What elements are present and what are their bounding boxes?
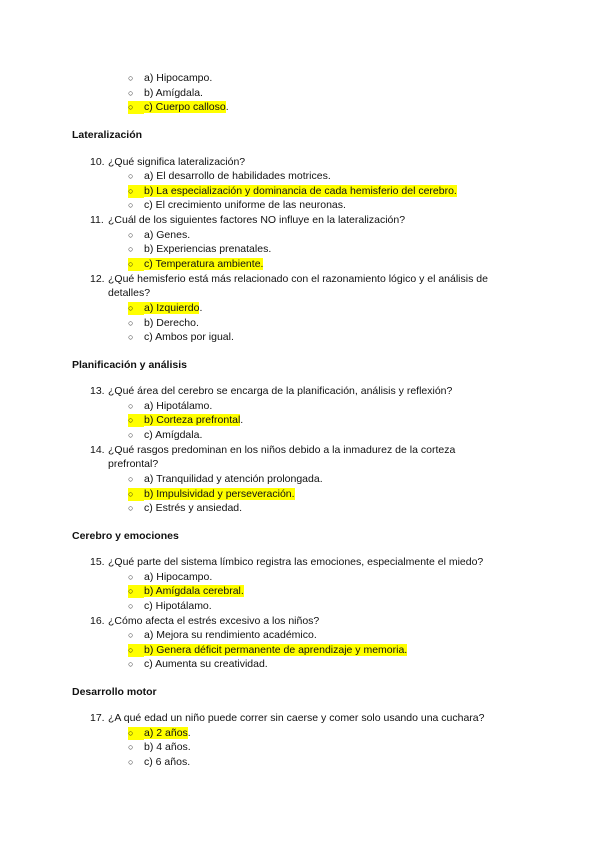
- list-item-correct: ○ b) Amígdala cerebral.: [128, 585, 244, 597]
- circle-bullet-icon: ○: [128, 302, 144, 315]
- circle-bullet-icon: ○: [128, 585, 144, 598]
- circle-bullet-icon: ○: [128, 88, 134, 98]
- list-item: ○ b) Derecho.: [128, 317, 199, 329]
- question-text: ¿Qué parte del sistema límbico registra las emociones, especialmente el miedo?: [108, 556, 484, 568]
- list-item-correct: ○ a) 2 años.: [128, 727, 191, 739]
- circle-bullet-icon: ○: [128, 727, 144, 740]
- circle-bullet-icon: ○: [128, 200, 134, 210]
- question-text: ¿A qué edad un niño puede correr sin caerse y comer solo usando una cuchara?: [108, 712, 485, 724]
- list-item: ○ c) Estrés y ansiedad.: [128, 502, 243, 514]
- list-item: ○ b) 4 años.: [128, 741, 191, 753]
- question-number: 17.: [90, 712, 105, 724]
- question-text: prefrontal?: [108, 458, 159, 470]
- question-number: 12.: [90, 273, 105, 285]
- section-heading: Cerebro y emociones: [72, 530, 179, 542]
- list-item: ○ c) 6 años.: [128, 756, 191, 768]
- list-item: ○ a) Tranquilidad y atención prolongada.: [128, 473, 323, 485]
- list-item-correct: ○ c) Temperatura ambiente.: [128, 258, 264, 270]
- list-item-correct: ○ b) Impulsividad y perseveración.: [128, 488, 295, 500]
- circle-bullet-icon: ○: [128, 318, 134, 328]
- section-heading: Lateralización: [72, 129, 143, 141]
- circle-bullet-icon: ○: [128, 401, 134, 411]
- circle-bullet-icon: ○: [128, 414, 144, 427]
- list-item: ○ c) Amígdala.: [128, 429, 203, 441]
- circle-bullet-icon: ○: [128, 332, 134, 342]
- circle-bullet-icon: ○: [128, 474, 134, 484]
- circle-bullet-icon: ○: [128, 230, 134, 240]
- question-text: ¿Qué área del cerebro se encarga de la planificación, análisis y reflexión?: [108, 385, 453, 397]
- question-number: 10.: [90, 156, 105, 168]
- question-text: detalles?: [108, 287, 151, 299]
- circle-bullet-icon: ○: [128, 572, 134, 582]
- list-item-correct: ○ b) La especialización y dominancia de cada hemisferio del cerebro.: [128, 185, 457, 197]
- question-number: 16.: [90, 615, 105, 627]
- question-text: ¿Qué hemisferio está más relacionado con el razonamiento lógico y el análisis de: [108, 273, 488, 285]
- circle-bullet-icon: ○: [128, 73, 134, 83]
- circle-bullet-icon: ○: [128, 430, 134, 440]
- circle-bullet-icon: ○: [128, 644, 144, 657]
- question-text: ¿Cuál de los siguientes factores NO influye en la lateralización?: [108, 214, 406, 226]
- question-number: 14.: [90, 444, 105, 456]
- question-number: 15.: [90, 556, 105, 568]
- list-item-correct: ○ b) Genera déficit permanente de aprendizaje y memoria.: [128, 644, 408, 656]
- circle-bullet-icon: ○: [128, 659, 134, 669]
- list-item: ○ a) El desarrollo de habilidades motrices.: [128, 170, 331, 182]
- section-heading: Planificación y análisis: [72, 359, 187, 371]
- circle-bullet-icon: ○: [128, 757, 134, 767]
- circle-bullet-icon: ○: [128, 171, 134, 181]
- circle-bullet-icon: ○: [128, 258, 144, 271]
- circle-bullet-icon: ○: [128, 742, 134, 752]
- question-text: ¿Cómo afecta el estrés excesivo a los niños?: [108, 615, 320, 627]
- list-item: ○ c) Hipotálamo.: [128, 600, 212, 612]
- list-item: ○ c) Aumenta su creatividad.: [128, 658, 268, 670]
- circle-bullet-icon: ○: [128, 503, 134, 513]
- circle-bullet-icon: ○: [128, 101, 144, 114]
- list-item: ○ b) Amígdala.: [128, 87, 203, 99]
- list-item-correct: ○ a) Izquierdo.: [128, 302, 203, 314]
- question-text: ¿Qué rasgos predominan en los niños debido a la inmadurez de la corteza: [108, 444, 456, 456]
- list-item: ○ a) Hipocampo.: [128, 72, 213, 84]
- list-item: ○ c) El crecimiento uniforme de las neuronas.: [128, 199, 346, 211]
- list-item: ○ c) Ambos por igual.: [128, 331, 234, 343]
- circle-bullet-icon: ○: [128, 630, 134, 640]
- question-number: 13.: [90, 385, 105, 397]
- circle-bullet-icon: ○: [128, 601, 134, 611]
- question-number: 11.: [90, 214, 104, 226]
- list-item: ○ b) Experiencias prenatales.: [128, 243, 272, 255]
- list-item: ○ a) Hipocampo.: [128, 571, 213, 583]
- list-item-correct: ○ c) Cuerpo calloso.: [128, 101, 229, 113]
- circle-bullet-icon: ○: [128, 488, 144, 501]
- list-item: ○ a) Mejora su rendimiento académico.: [128, 629, 317, 641]
- circle-bullet-icon: ○: [128, 185, 144, 198]
- list-item: ○ a) Hipotálamo.: [128, 400, 213, 412]
- question-text: ¿Qué significa lateralización?: [108, 156, 246, 168]
- section-heading: Desarrollo motor: [72, 686, 157, 698]
- list-item: ○ a) Genes.: [128, 229, 191, 241]
- circle-bullet-icon: ○: [128, 244, 134, 254]
- list-item-correct: ○ b) Corteza prefrontal.: [128, 414, 244, 426]
